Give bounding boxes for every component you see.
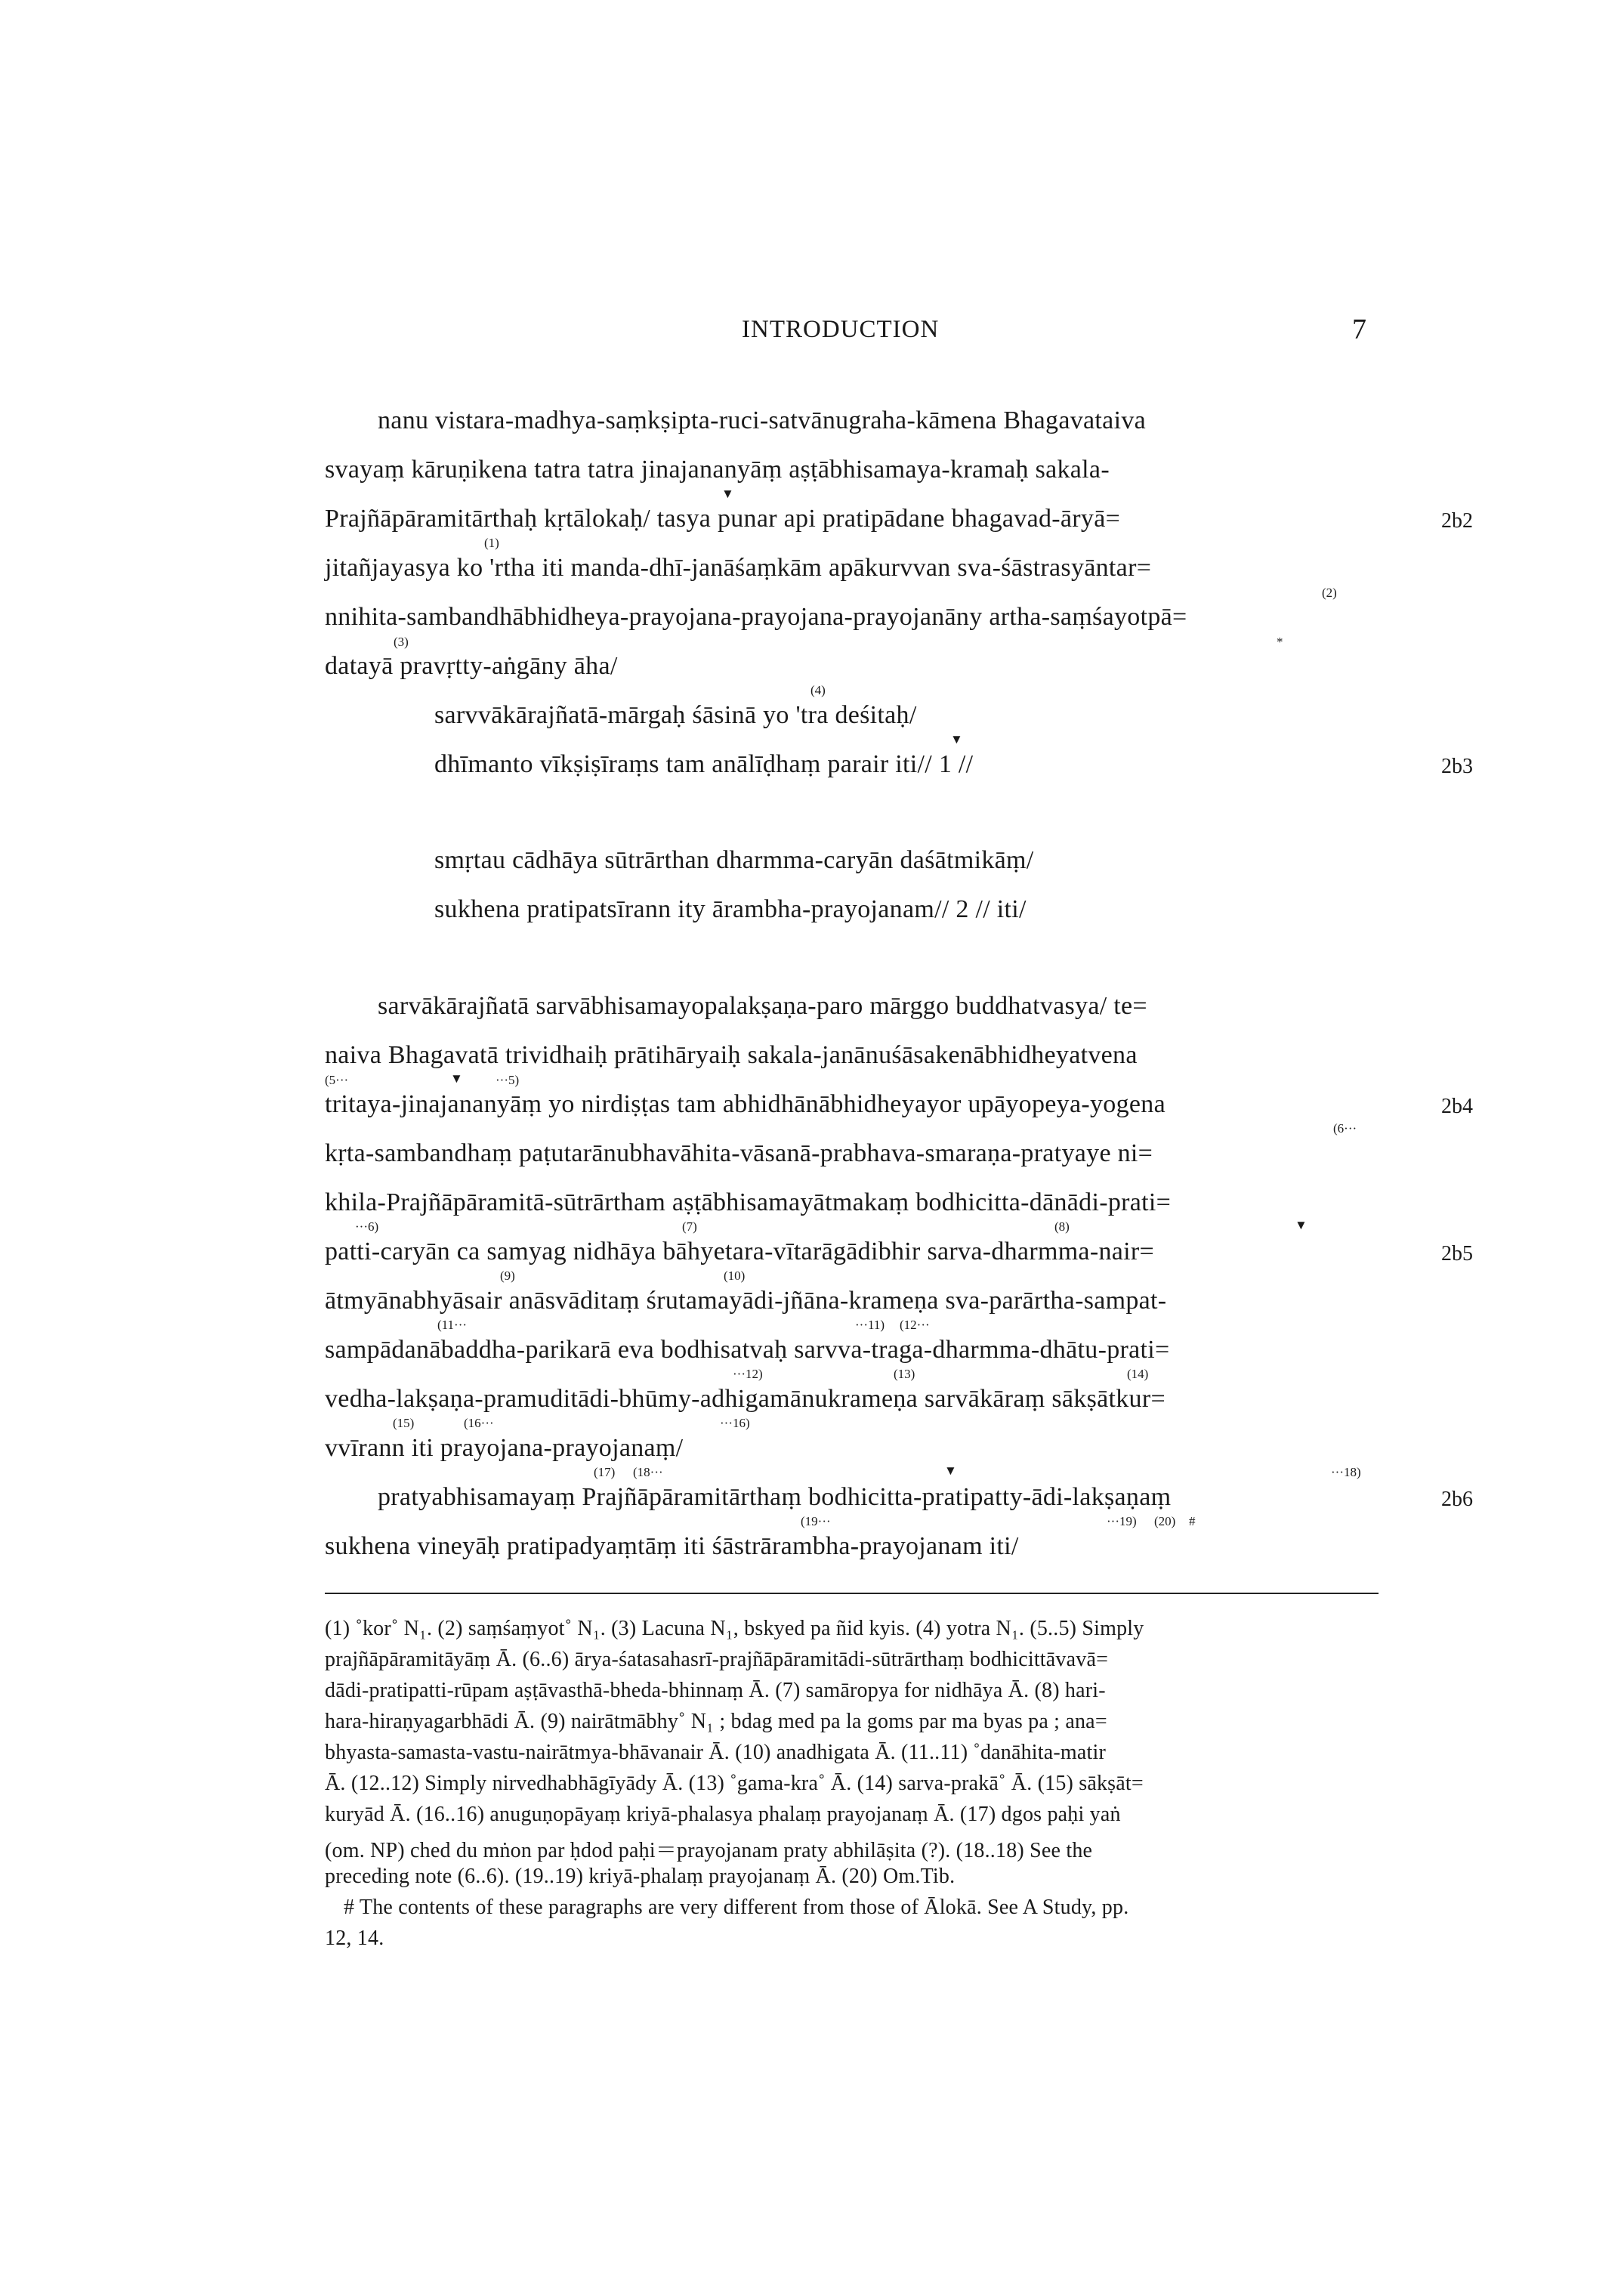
para2-line: sampādanābaddha-parikarā eva bodhisatvaḥ sarvva-traga-dharmma-dhātu-prati= bbox=[325, 1336, 1170, 1364]
note-marker: (12··· bbox=[900, 1318, 930, 1332]
footnote-line: # The contents of these paragraphs are very different from those of Ālokā. See A Study, pp. bbox=[344, 1896, 1129, 1919]
para2-line: ātmyānabhyāsair anāsvāditaṃ śrutamayādi-jñāna-krameṇa sva-parārtha-sampat- bbox=[325, 1287, 1167, 1315]
para2-line: tritaya-jinajananyāṃ yo nirdiṣṭas tam abhidhānābhidheyayor upāyopeya-yogena bbox=[325, 1090, 1166, 1118]
note-marker: (14) bbox=[1127, 1367, 1149, 1381]
footnote-rule bbox=[325, 1593, 1379, 1594]
note-marker: (4) bbox=[810, 683, 826, 697]
note-marker: (13) bbox=[894, 1367, 915, 1381]
verse1-line: dhīmanto vīkṣiṣīraṃs tam anālīḍhaṃ parair iti// 1 // bbox=[434, 750, 974, 778]
note-marker: ▼ bbox=[944, 1463, 957, 1478]
para2-line: patti-caryān ca samyag nidhāya bāhyetara-vītarāgādibhir sarva-dharmma-nair= bbox=[325, 1238, 1154, 1265]
para2-line: naiva Bhagavatā trividhaiḥ prātihāryaiḥ sakala-janānuśāsakenābhidheyatvena bbox=[325, 1041, 1138, 1069]
footnote-line: (1) ˚kor˚ N₁. (2) saṃśaṃyot˚ N₁. (3) Lacuna N₁, bskyed pa ñid kyis. (4) yotra N₁. (5..5) Simply bbox=[325, 1617, 1144, 1640]
note-marker: (3) bbox=[394, 635, 409, 649]
para1-line: nnihita-sambandhābhidheya-prayojana-prayojana-prayojanāny artha-saṃśayotpā= bbox=[325, 603, 1187, 631]
note-marker: (15) bbox=[393, 1416, 415, 1430]
margin-ref: 2b4 bbox=[1441, 1095, 1473, 1118]
note-marker: (8) bbox=[1054, 1219, 1070, 1234]
footnote-line: preceding note (6..6). (19..19) kriyā-phalaṃ prayojanaṃ Ā. (20) Om.Tib. bbox=[325, 1865, 956, 1888]
footnote-line: dādi-pratipatti-rūpam aṣṭāvasthā-bheda-bhinnaṃ Ā. (7) samāropya for nidhāya Ā. (8) hari- bbox=[325, 1679, 1106, 1702]
note-marker: ···11) bbox=[855, 1318, 885, 1332]
footnote-line: Ā. (12..12) Simply nirvedhabhāgīyādy Ā. (13) ˚gama-kra˚ Ā. (14) sarva-prakā˚ Ā. (15) sākṣāt= bbox=[325, 1772, 1144, 1795]
margin-ref: 2b3 bbox=[1441, 755, 1473, 778]
note-marker: (20) bbox=[1154, 1514, 1176, 1528]
margin-ref: 2b2 bbox=[1441, 509, 1473, 533]
note-marker: (9) bbox=[500, 1269, 515, 1283]
footnote-line: bhyasta-samasta-vastu-nairātmya-bhāvanair Ā. (10) anadhigata Ā. (11..11) ˚danāhita-matir bbox=[325, 1741, 1107, 1764]
note-marker: ▼ bbox=[450, 1071, 463, 1086]
note-marker: (7) bbox=[682, 1219, 697, 1234]
footnote-line: prajñāpāramitāyāṃ Ā. (6..6) ārya-śatasahasrī-prajñāpāramitādi-sūtrārthaṃ bodhicittāvavā= bbox=[325, 1648, 1109, 1671]
para2-line: sukhena vineyāḥ pratipadyaṃtāṃ iti śāstrārambha-prayojanam iti/ bbox=[325, 1532, 1019, 1560]
footnote-line: hara-hiraṇyagarbhādi Ā. (9) nairātmābhy˚ N₁ ; bdag med pa la goms par ma byas pa ; ana= bbox=[325, 1710, 1107, 1733]
note-marker: ▼ bbox=[721, 487, 734, 501]
para2-line: vedha-lakṣaṇa-pramuditādi-bhūmy-adhigamānukrameṇa sarvākāraṃ sākṣātkur= bbox=[325, 1385, 1166, 1413]
footnote-line: (om. NP) ched du mṅon par ḥdod paḥi＝prayojanam praty abhilāṣita (?). (18..18) See the bbox=[325, 1839, 1093, 1862]
note-marker: * bbox=[1277, 635, 1283, 649]
para1-line: Prajñāpāramitārthaḥ kṛtālokaḥ/ tasya punar api pratipādane bhagavad-āryā= bbox=[325, 505, 1121, 533]
para2-line: khila-Prajñāpāramitā-sūtrārtham aṣṭābhisamayātmakaṃ bodhicitta-dānādi-prati= bbox=[325, 1188, 1172, 1216]
footnote-line: 12, 14. bbox=[325, 1927, 384, 1950]
para2-line: kṛta-sambandhaṃ paṭutarānubhavāhita-vāsanā-prabhava-smaraṇa-pratyaye ni= bbox=[325, 1139, 1153, 1167]
margin-ref: 2b5 bbox=[1441, 1242, 1473, 1265]
para2-line: pratyabhisamayaṃ Prajñāpāramitārthaṃ bodhicitta-pratipatty-ādi-lakṣaṇaṃ bbox=[378, 1483, 1172, 1511]
para1-line: jitañjayasya ko 'rtha iti manda-dhī-janāśaṃkām apākurvvan sva-śāstrasyāntar= bbox=[325, 554, 1152, 582]
note-marker: ···6) bbox=[355, 1219, 379, 1234]
verse2-line: smṛtau cādhāya sūtrārthan dharmma-caryān daśātmikāṃ/ bbox=[434, 846, 1034, 874]
note-marker: (5··· bbox=[325, 1073, 349, 1087]
note-marker: (6··· bbox=[1333, 1121, 1357, 1136]
para2-line: vvīrann iti prayojana-prayojanaṃ/ bbox=[325, 1434, 684, 1462]
verse1-line: sarvvākārajñatā-mārgaḥ śāsinā yo 'tra deśitaḥ/ bbox=[434, 701, 917, 729]
note-marker: (1) bbox=[484, 536, 499, 550]
para1-line: svayaṃ kāruṇikena tatra tatra jinajananyāṃ aṣṭābhisamaya-kramaḥ sakala- bbox=[325, 456, 1110, 484]
note-marker: ···19) bbox=[1107, 1514, 1137, 1528]
note-marker: ▼ bbox=[950, 732, 963, 746]
note-marker: (2) bbox=[1322, 586, 1337, 600]
note-marker: (11··· bbox=[437, 1318, 468, 1332]
page-number: 7 bbox=[1352, 314, 1367, 345]
verse2-line: sukhena pratipatsīrann ity ārambha-prayojanam// 2 // iti/ bbox=[434, 895, 1027, 923]
note-marker: (19··· bbox=[801, 1514, 831, 1528]
note-marker: ···16) bbox=[720, 1416, 750, 1430]
footnote-line: kuryād Ā. (16..16) anuguṇopāyaṃ kriyā-phalasya phalaṃ prayojanaṃ Ā. (17) dgos paḥi yaṅ bbox=[325, 1803, 1121, 1826]
para1-line: datayā pravṛtty-aṅgāny āha/ bbox=[325, 652, 618, 680]
para2-line: sarvākārajñatā sarvābhisamayopalakṣaṇa-paro mārggo buddhatvasya/ te= bbox=[378, 992, 1147, 1020]
margin-ref: 2b6 bbox=[1441, 1488, 1473, 1511]
note-marker: (16··· bbox=[464, 1416, 494, 1430]
note-marker: ···5) bbox=[496, 1073, 520, 1087]
note-marker: # bbox=[1189, 1514, 1196, 1528]
note-marker: ···18) bbox=[1331, 1465, 1361, 1479]
note-marker: (17) bbox=[594, 1465, 616, 1479]
note-marker: (18··· bbox=[633, 1465, 663, 1479]
note-marker: ▼ bbox=[1295, 1218, 1308, 1232]
running-header: INTRODUCTION bbox=[742, 316, 940, 343]
para1-line: nanu vistara-madhya-saṃkṣipta-ruci-satvānugraha-kāmena Bhagavataiva bbox=[378, 406, 1147, 434]
note-marker: ···12) bbox=[733, 1367, 763, 1381]
note-marker: (10) bbox=[724, 1269, 746, 1283]
